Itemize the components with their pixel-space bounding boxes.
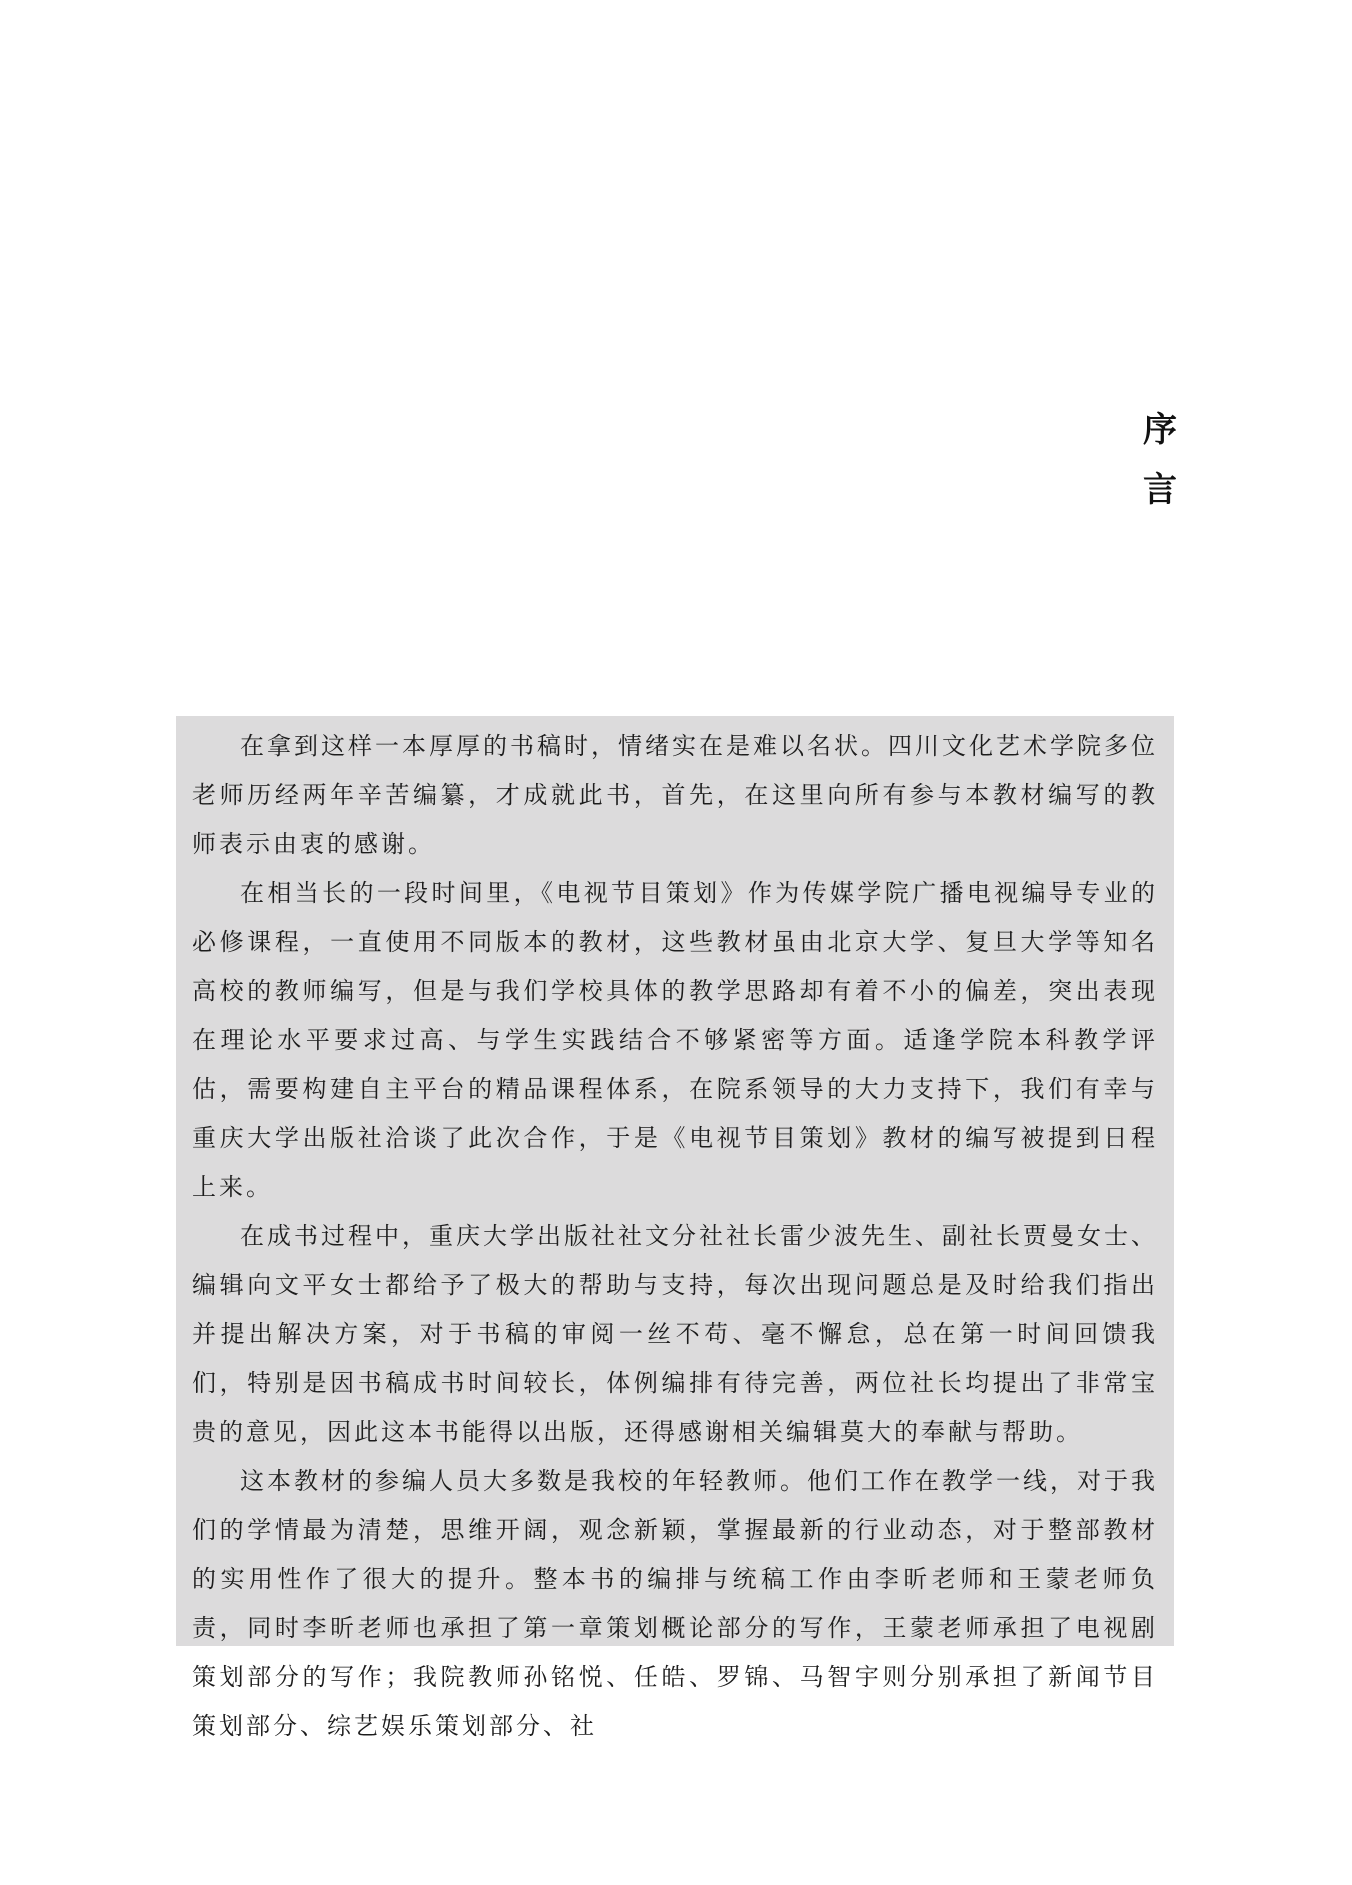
paragraph: 在相当长的一段时间里，《电视节目策划》作为传媒学院广播电视编导专业的必修课程，一直使用不同版本的教材，这些教材虽由北京大学、复旦大学等知名高校的教师编写，但是与我们学校具体的教学思路却有着不小的偏差，突出表现在理论水平要求过高、与学生实践结合不够紧密等方面。适逢学院本科教学评估，需要构建自主平台的精品课程体系，在院系领导的大力支持下，我们有幸与重庆大学出版社洽谈了此次合作，于是《电视节目策划》教材的编写被提到日程上来。 bbox=[192, 879, 1158, 1201]
paragraph: 在成书过程中，重庆大学出版社社文分社社长雷少波先生、副社长贾曼女士、编辑向文平女士都给予了极大的帮助与支持，每次出现问题总是及时给我们指出并提出解决方案，对于书稿的审阅一丝不苟、毫不懈怠，总在第一时间回馈我们，特别是因书稿成书时间较长，体例编排有待完善，两位社长均提出了非常宝贵的意见，因此这本书能得以出版，还得感谢相关编辑莫大的奉献与帮助。 bbox=[192, 1222, 1158, 1446]
paragraph: 这本教材的参编人员大多数是我校的年轻教师。他们工作在教学一线，对于我们的学情最为清楚，思维开阔，观念新颖，掌握最新的行业动态，对于整部教材的实用性作了很大的提升。整本书的编排与统稿工作由李昕老师和王蒙老师负责，同时李昕老师也承担了第一章策划概论部分的写作，王蒙老师承担了电视剧策划部分的写作；我院教师孙铭悦、任皓、罗锦、马智宇则分别承担了新闻节目策划部分、综艺娱乐策划部分、社 bbox=[192, 1467, 1158, 1740]
title-char-1: 序 bbox=[1143, 410, 1177, 450]
preface-text-panel bbox=[176, 716, 1174, 1740]
title-char-2: 言 bbox=[1143, 470, 1177, 510]
page-title bbox=[1130, 400, 1190, 520]
paragraph: 在拿到这样一本厚厚的书稿时，情绪实在是难以名状。四川文化艺术学院多位老师历经两年辛苦编纂，才成就此书，首先，在这里向所有参与本教材编写的教师表示由衷的感谢。 bbox=[192, 732, 1158, 858]
